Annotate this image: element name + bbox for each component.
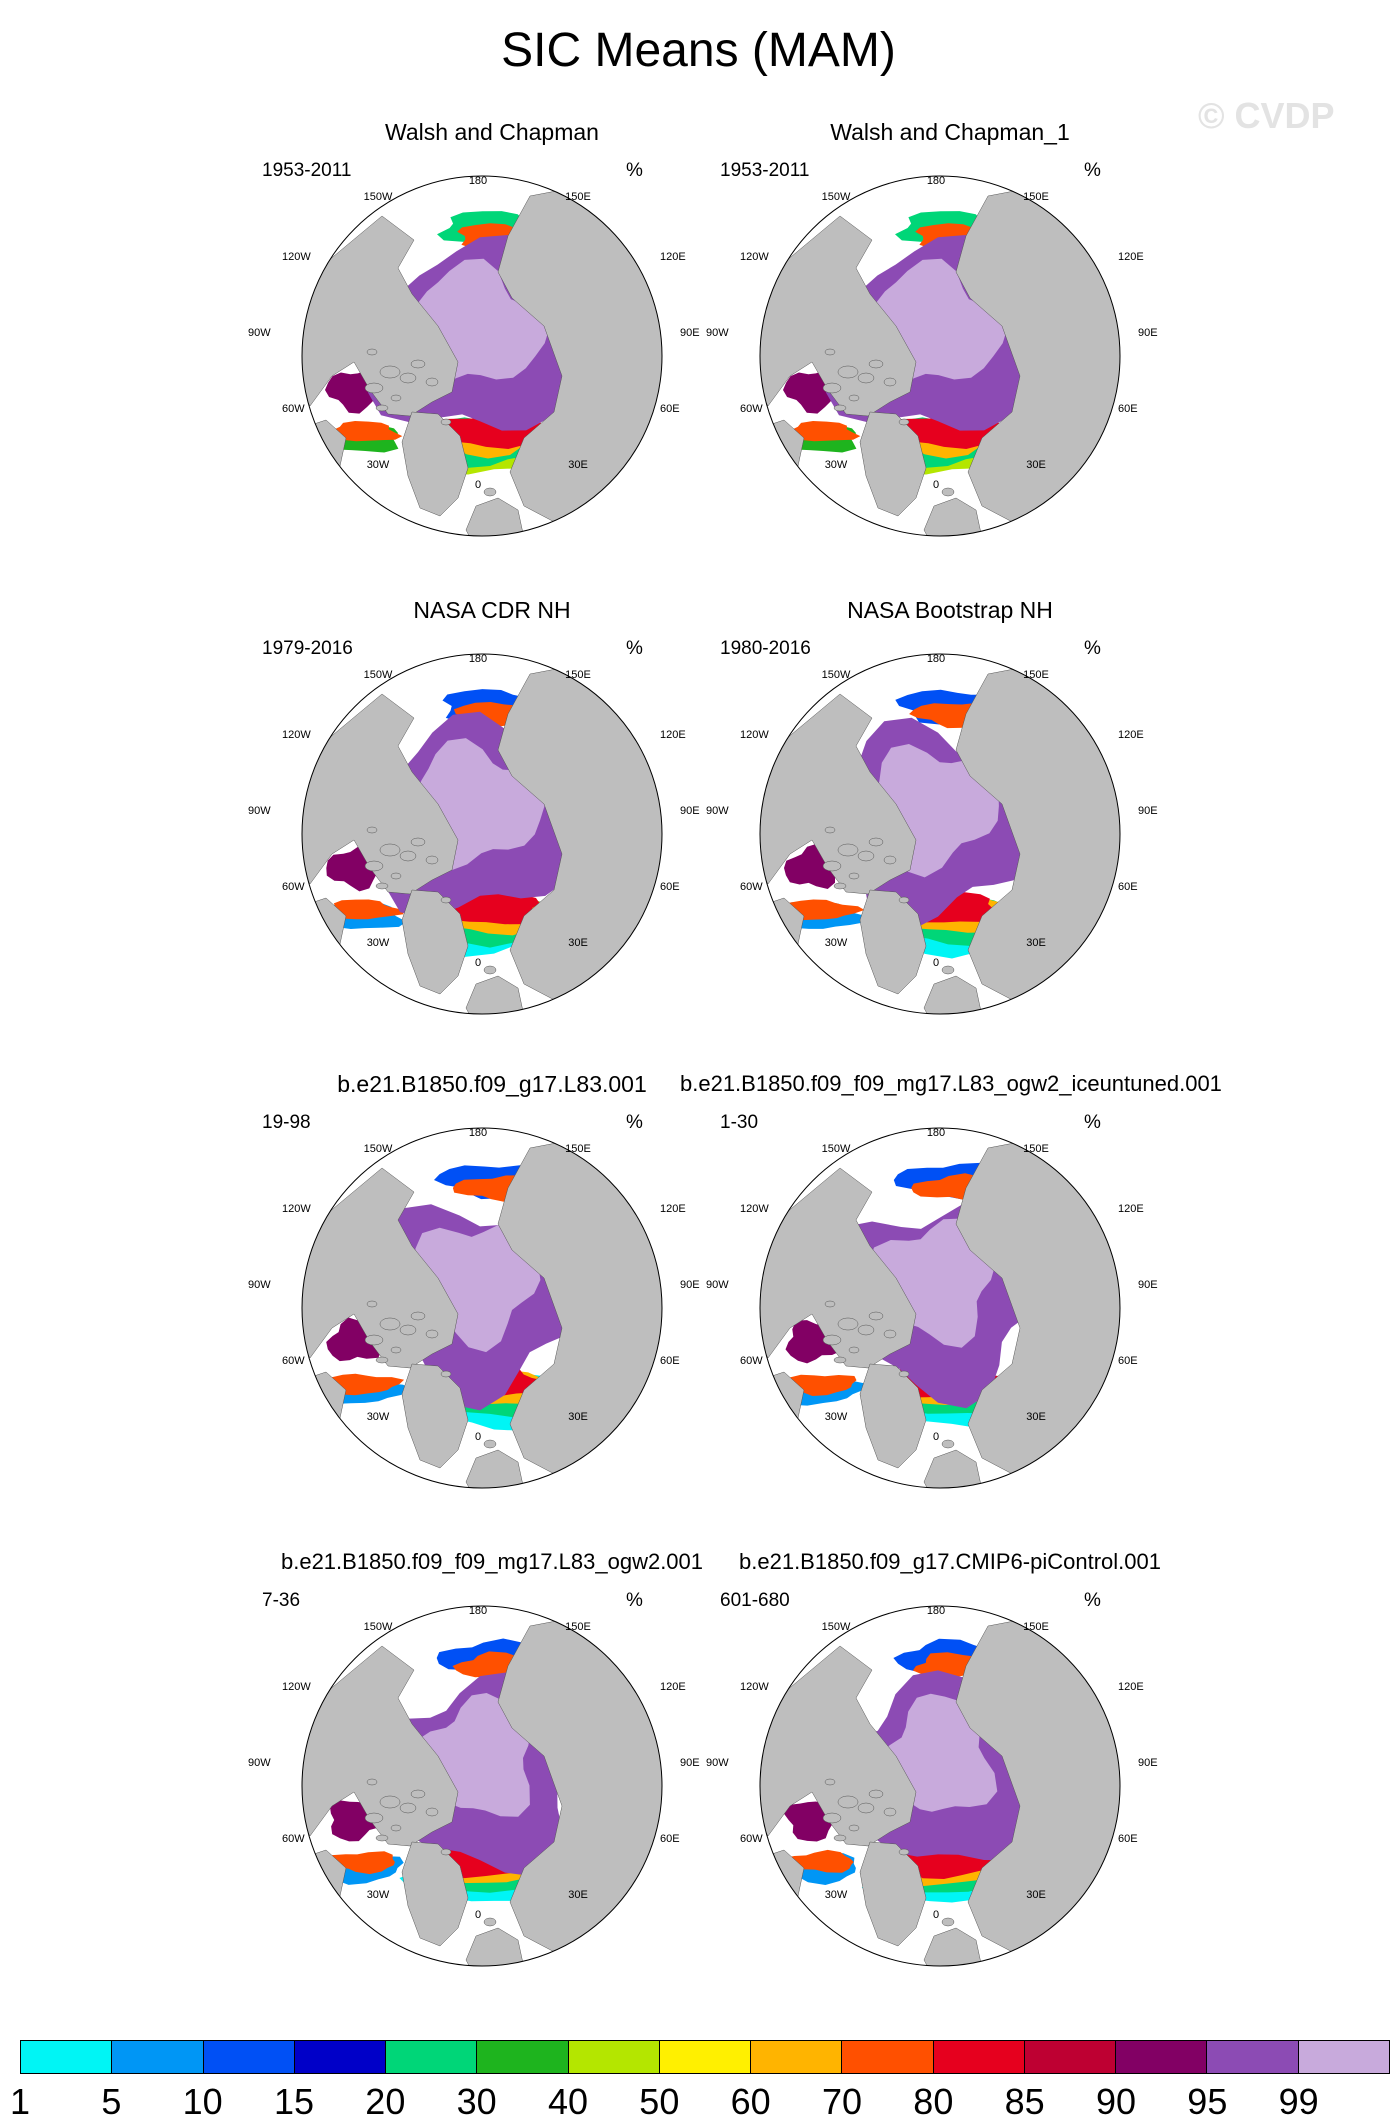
panel-years: 1980-2016 [720, 638, 811, 659]
colorbar-swatch [1299, 2041, 1389, 2073]
longitude-label: 180 [926, 1605, 946, 1617]
panel-title: b.e21.B1850.f09_g17.CMIP6-piControl.001 [739, 1549, 1161, 1574]
longitude-label: 180 [468, 653, 488, 665]
longitude-label: 30W [366, 1411, 390, 1423]
island [849, 1347, 859, 1353]
colorbar-boxes [20, 2040, 1390, 2074]
colorbar-tick-label: 5 [101, 2081, 122, 2122]
longitude-label: 60W [740, 403, 763, 415]
island [411, 360, 425, 368]
island [441, 419, 451, 425]
figure-title: SIC Means (MAM) [501, 24, 896, 77]
panel-years: 601-680 [720, 1590, 790, 1611]
polar-map [248, 175, 722, 546]
longitude-label: 60E [1118, 403, 1138, 415]
longitude-label: 30E [568, 459, 588, 471]
colorbar-tick-label: 90 [1095, 2081, 1137, 2122]
map-body [720, 654, 1180, 1036]
longitude-label: 30W [824, 937, 848, 949]
colorbar-swatch [751, 2041, 842, 2073]
longitude-label: 60W [282, 403, 305, 415]
island [825, 827, 835, 833]
island [823, 861, 841, 871]
island [838, 1318, 858, 1330]
panel-units: % [626, 638, 643, 659]
longitude-label: 90E [680, 327, 700, 339]
island [823, 1813, 841, 1823]
island [834, 883, 846, 889]
panel-title: Walsh and Chapman [385, 119, 599, 145]
colorbar-tick-label: 20 [365, 2081, 406, 2122]
colorbar-tick-label: 99 [1278, 2081, 1319, 2122]
island [376, 1357, 388, 1363]
longitude-label: 180 [468, 175, 488, 187]
map-panel [680, 1070, 1222, 1490]
island [825, 349, 835, 355]
colorbar-tick-label: 30 [456, 2081, 497, 2122]
colorbar-swatch [386, 2041, 477, 2073]
longitude-label: 120W [740, 729, 769, 741]
longitude-label: 120E [1118, 251, 1144, 263]
colorbar [9, 2040, 1390, 2122]
longitude-label: 30W [366, 1889, 390, 1901]
longitude-label: 180 [926, 1127, 946, 1139]
panel-years: 7-36 [262, 1590, 301, 1611]
longitude-label: 150W [363, 669, 393, 681]
island [823, 383, 841, 393]
longitude-label: 150E [1023, 1621, 1049, 1633]
colorbar-swatch [112, 2041, 203, 2073]
panel-units: % [1084, 1112, 1101, 1133]
island [411, 1312, 425, 1320]
panel-title: b.e21.B1850.f09_f09_mg17.L83_ogw2.001 [280, 1549, 704, 1574]
longitude-label: 120W [282, 1681, 311, 1693]
colorbar-swatch [295, 2041, 386, 2073]
colorbar-tick-label: 95 [1187, 2081, 1228, 2122]
longitude-label: 150W [821, 1143, 851, 1155]
longitude-label: 90W [248, 327, 271, 339]
longitude-label: 150W [363, 1621, 393, 1633]
longitude-label: 90W [706, 327, 729, 339]
map-panel [248, 1070, 722, 1490]
longitude-label: 30E [1026, 1411, 1046, 1423]
island [858, 1803, 874, 1813]
island [834, 405, 846, 411]
island [834, 1835, 846, 1841]
longitude-label: 60W [740, 1833, 763, 1845]
island [367, 827, 377, 833]
island [884, 1808, 896, 1816]
map-panel [706, 118, 1180, 538]
longitude-label: 30E [568, 937, 588, 949]
island [869, 360, 883, 368]
map-body [262, 1128, 722, 1510]
island [834, 1357, 846, 1363]
longitude-label: 120W [282, 729, 311, 741]
island [942, 1918, 954, 1926]
island [376, 405, 388, 411]
longitude-label: 30E [568, 1411, 588, 1423]
longitude-label: 150E [1023, 1143, 1049, 1155]
island [858, 1325, 874, 1335]
panel-title: Walsh and Chapman_1 [830, 119, 1070, 145]
island [849, 395, 859, 401]
island [365, 1335, 383, 1345]
longitude-label: 150E [565, 1143, 591, 1155]
panel-units: % [626, 1590, 643, 1611]
island [869, 1790, 883, 1798]
longitude-label: 30W [366, 937, 390, 949]
island [869, 838, 883, 846]
longitude-label: 60W [282, 1355, 305, 1367]
polar-map [706, 1605, 1180, 1976]
island [484, 488, 496, 496]
longitude-label: 60E [1118, 1833, 1138, 1845]
longitude-label: 90E [1138, 1279, 1158, 1291]
island [376, 883, 388, 889]
longitude-label: 0 [474, 957, 482, 969]
longitude-label: 90E [680, 805, 700, 817]
island [400, 373, 416, 383]
island [380, 366, 400, 378]
longitude-label: 0 [932, 479, 940, 491]
colorbar-swatch [1116, 2041, 1207, 2073]
polar-map [248, 653, 722, 1024]
longitude-label: 90E [1138, 805, 1158, 817]
longitude-label: 90E [1138, 327, 1158, 339]
colorbar-swatch [842, 2041, 933, 2073]
island [884, 1330, 896, 1338]
island [426, 856, 438, 864]
longitude-label: 0 [474, 1431, 482, 1443]
island [426, 1330, 438, 1338]
longitude-label: 120E [1118, 729, 1144, 741]
colorbar-swatch [569, 2041, 660, 2073]
island [858, 373, 874, 383]
panel-years: 19-98 [262, 1112, 311, 1133]
island [380, 1796, 400, 1808]
longitude-label: 60W [282, 1833, 305, 1845]
polar-map [706, 1127, 1180, 1498]
polar-map [706, 653, 1180, 1024]
island [367, 1301, 377, 1307]
island [380, 1318, 400, 1330]
longitude-label: 60W [740, 881, 763, 893]
longitude-label: 30E [1026, 1889, 1046, 1901]
longitude-label: 120E [1118, 1681, 1144, 1693]
island [365, 383, 383, 393]
panel-units: % [1084, 160, 1101, 181]
island [849, 1825, 859, 1831]
longitude-label: 120E [660, 1681, 686, 1693]
longitude-label: 0 [474, 1909, 482, 1921]
island [367, 349, 377, 355]
island [825, 1779, 835, 1785]
map-body [720, 176, 1180, 558]
island [838, 1796, 858, 1808]
island [484, 1918, 496, 1926]
panel-units: % [1084, 638, 1101, 659]
longitude-label: 90E [680, 1279, 700, 1291]
island [400, 851, 416, 861]
island [899, 897, 909, 903]
island [441, 897, 451, 903]
panel-units: % [1084, 1590, 1101, 1611]
island [484, 966, 496, 974]
colorbar-tick-label: 40 [547, 2081, 589, 2122]
longitude-label: 60E [660, 881, 680, 893]
map-body [720, 1606, 1180, 1988]
longitude-label: 180 [468, 1127, 488, 1139]
polar-map [248, 1605, 722, 1976]
island [376, 1835, 388, 1841]
colorbar-swatch [21, 2041, 112, 2073]
longitude-label: 120W [740, 251, 769, 263]
longitude-label: 60E [660, 1355, 680, 1367]
longitude-label: 90E [1138, 1757, 1158, 1769]
map-body [262, 654, 722, 1036]
longitude-label: 60E [660, 403, 680, 415]
longitude-label: 150E [565, 1621, 591, 1633]
longitude-label: 150W [821, 1621, 851, 1633]
longitude-label: 90W [248, 805, 271, 817]
island [825, 1301, 835, 1307]
longitude-label: 0 [932, 1909, 940, 1921]
longitude-label: 150E [565, 191, 591, 203]
longitude-label: 30W [824, 1889, 848, 1901]
longitude-label: 150W [821, 669, 851, 681]
panel-title: b.e21.B1850.f09_f09_mg17.L83_ogw2_iceuntuned.001 [680, 1071, 1222, 1096]
island [899, 1371, 909, 1377]
panel-years: 1953-2011 [262, 160, 352, 181]
longitude-label: 30W [824, 1411, 848, 1423]
panel-title: NASA CDR NH [413, 597, 571, 623]
map-panel [248, 596, 722, 1016]
longitude-label: 30E [1026, 459, 1046, 471]
island [942, 1440, 954, 1448]
colorbar-swatch [934, 2041, 1025, 2073]
panel-years: 1-30 [720, 1112, 759, 1133]
longitude-label: 60W [282, 881, 305, 893]
longitude-label: 150W [821, 191, 851, 203]
colorbar-tick-label: 1 [9, 2081, 31, 2122]
island [823, 1335, 841, 1345]
longitude-label: 120W [740, 1681, 769, 1693]
island [391, 873, 401, 879]
polar-map [706, 175, 1180, 546]
longitude-label: 90W [248, 1757, 271, 1769]
island [869, 1312, 883, 1320]
longitude-label: 120W [740, 1203, 769, 1215]
panel-years: 1953-2011 [720, 160, 810, 181]
colorbar-swatch [477, 2041, 568, 2073]
panel-units: % [626, 160, 643, 181]
map-panel [248, 1548, 722, 1968]
island [884, 378, 896, 386]
longitude-label: 120E [660, 1203, 686, 1215]
island [367, 1779, 377, 1785]
colorbar-swatch [1025, 2041, 1116, 2073]
colorbar-tick-label: 85 [1004, 2081, 1045, 2122]
panel-years: 1979-2016 [262, 638, 353, 659]
colorbar-tick-label: 10 [182, 2081, 223, 2122]
longitude-label: 180 [468, 1605, 488, 1617]
longitude-label: 60E [1118, 881, 1138, 893]
colorbar-tick-label: 80 [913, 2081, 954, 2122]
panel-title: b.e21.B1850.f09_g17.L83.001 [337, 1071, 647, 1097]
longitude-label: 90W [706, 805, 729, 817]
colorbar-tick-label: 50 [639, 2081, 680, 2122]
map-body [262, 176, 722, 558]
island [838, 366, 858, 378]
colorbar-swatch [660, 2041, 751, 2073]
colorbar-tick-label: 15 [273, 2081, 315, 2122]
island [365, 1813, 383, 1823]
colorbar-swatch [204, 2041, 295, 2073]
longitude-label: 90W [706, 1279, 729, 1291]
colorbar-tick-label: 60 [730, 2081, 771, 2122]
longitude-label: 0 [932, 957, 940, 969]
island [391, 1347, 401, 1353]
colorbar-swatch [1207, 2041, 1298, 2073]
colorbar-tick-label: 70 [821, 2081, 863, 2122]
island [411, 838, 425, 846]
island [426, 1808, 438, 1816]
island [441, 1849, 451, 1855]
island [365, 861, 383, 871]
longitude-label: 60W [740, 1355, 763, 1367]
island [411, 1790, 425, 1798]
longitude-label: 180 [926, 175, 946, 187]
longitude-label: 150E [1023, 669, 1049, 681]
longitude-label: 60E [660, 1833, 680, 1845]
longitude-label: 30E [1026, 937, 1046, 949]
cvdp-watermark: © CVDP [1198, 95, 1335, 136]
longitude-label: 30E [568, 1889, 588, 1901]
longitude-label: 90W [706, 1757, 729, 1769]
island [838, 844, 858, 856]
island [380, 844, 400, 856]
longitude-label: 0 [932, 1431, 940, 1443]
longitude-label: 120E [660, 729, 686, 741]
longitude-label: 120E [660, 251, 686, 263]
longitude-label: 150E [1023, 191, 1049, 203]
map-body [720, 1128, 1180, 1510]
map-body [262, 1606, 722, 1988]
island [849, 873, 859, 879]
island [400, 1325, 416, 1335]
island [391, 1825, 401, 1831]
island [858, 851, 874, 861]
island [400, 1803, 416, 1813]
island [484, 1440, 496, 1448]
longitude-label: 120W [282, 1203, 311, 1215]
panel-units: % [626, 1112, 643, 1133]
longitude-label: 90E [680, 1757, 700, 1769]
island [391, 395, 401, 401]
longitude-label: 180 [926, 653, 946, 665]
polar-map [248, 1127, 722, 1498]
island [942, 488, 954, 496]
panel-title: NASA Bootstrap NH [847, 597, 1053, 623]
longitude-label: 150W [363, 1143, 393, 1155]
longitude-label: 120W [282, 251, 311, 263]
longitude-label: 0 [474, 479, 482, 491]
island [441, 1371, 451, 1377]
longitude-label: 60E [1118, 1355, 1138, 1367]
island [942, 966, 954, 974]
island [899, 1849, 909, 1855]
longitude-label: 30W [366, 459, 390, 471]
island [426, 378, 438, 386]
island [899, 419, 909, 425]
island [884, 856, 896, 864]
longitude-label: 150E [565, 669, 591, 681]
map-panel [706, 596, 1180, 1016]
map-panel [248, 118, 722, 538]
longitude-label: 150W [363, 191, 393, 203]
longitude-label: 120E [1118, 1203, 1144, 1215]
longitude-label: 90W [248, 1279, 271, 1291]
map-panel [706, 1548, 1180, 1968]
longitude-label: 30W [824, 459, 848, 471]
